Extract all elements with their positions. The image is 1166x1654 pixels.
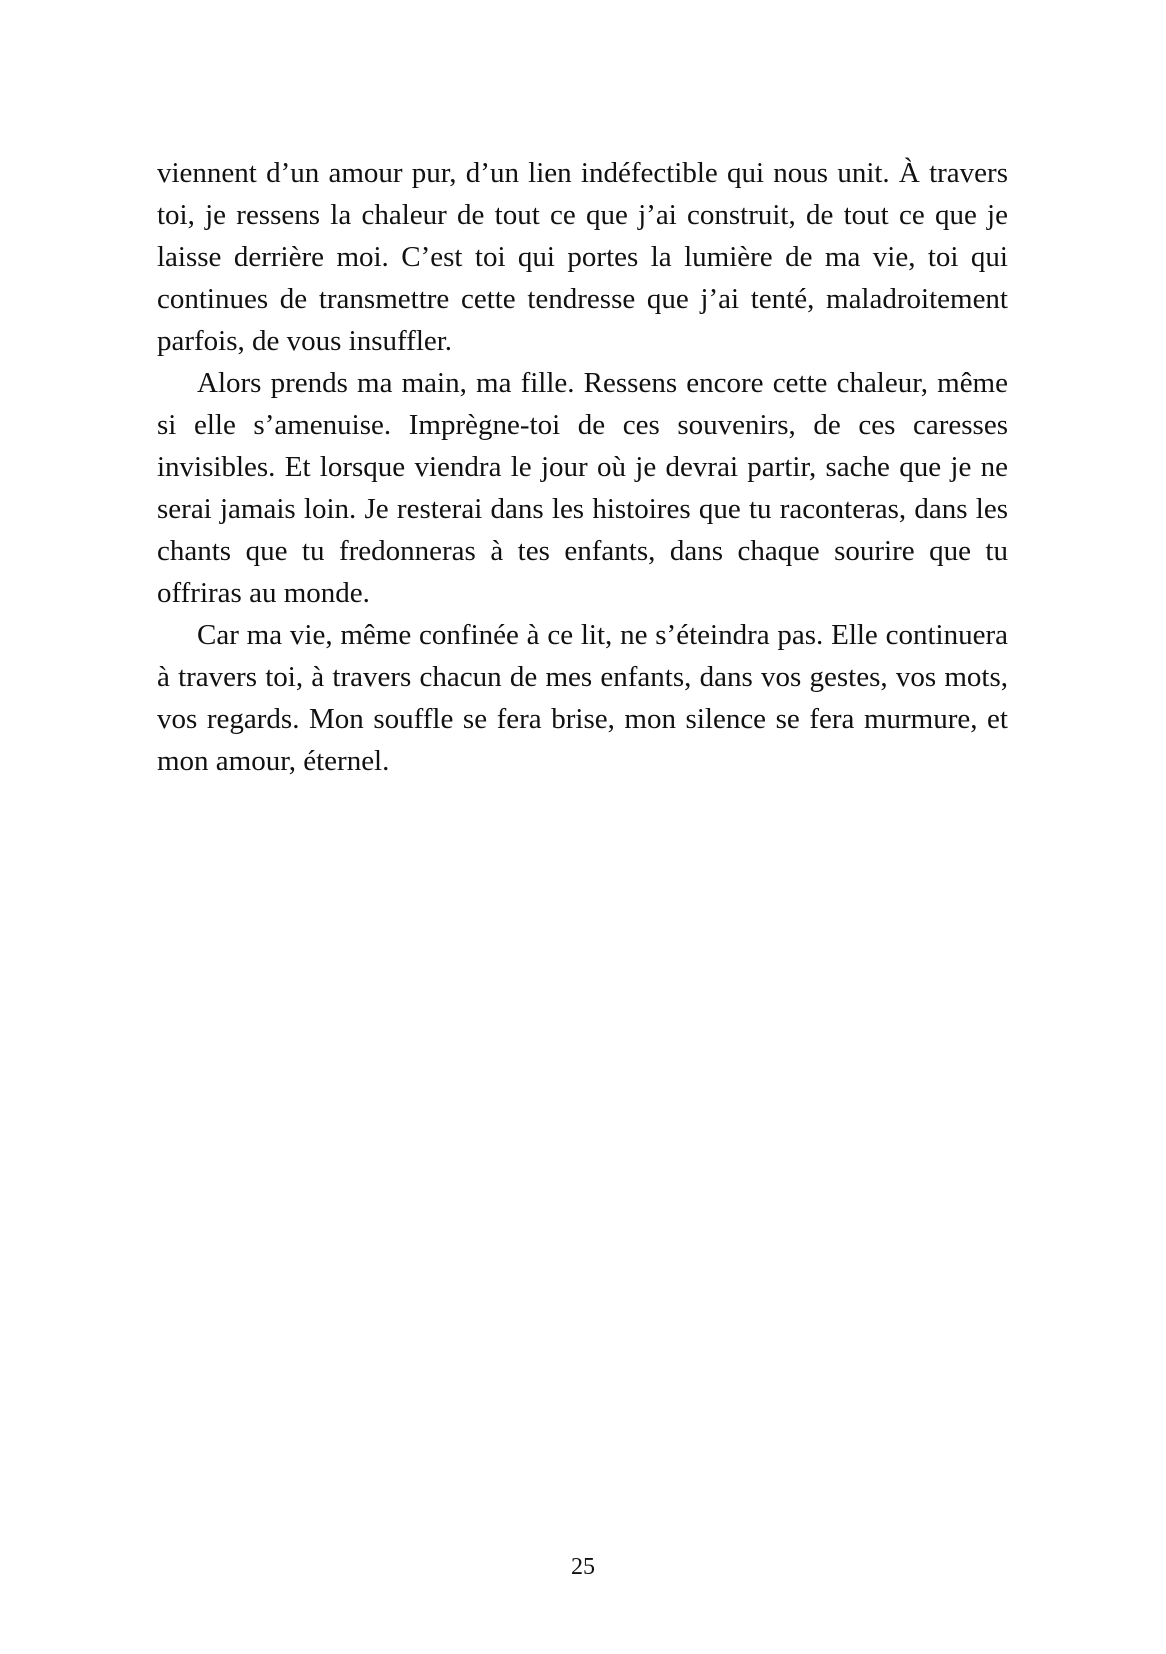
page-number: 25 (571, 1554, 595, 1580)
body-text (157, 152, 1008, 782)
paragraph: Car ma vie, même confinée à ce lit, ne s’éteindra pas. Elle continuera à travers toi, à travers chacun de mes enfants, dans vos gestes, vos mots, vos regards. Mon souffle se fera brise, mon silence se fera murmure, et mon amour, éternel. (157, 619, 1008, 777)
paragraph-continuation: viennent d’un amour pur, d’un lien indéfectible qui nous unit. À travers toi, je ressens la chaleur de tout ce que j’ai construit, de tout ce que je laisse derrière moi. C’est toi qui portes la lumière de ma vie, toi qui continues de transmettre cette tendresse que j’ai tenté, maladroitement parfois, de vous insuffler. (157, 157, 1008, 357)
paragraph: Alors prends ma main, ma fille. Ressens encore cette chaleur, même si elle s’amenuise. Imprègne-toi de ces souvenirs, de ces caresses invisibles. Et lorsque viendra le jour où je devrai partir, sache que je ne serai jamais loin. Je resterai dans les histoires que tu raconteras, dans les chants que tu fredonneras à tes enfants, dans chaque sourire que tu offriras au monde. (157, 367, 1008, 609)
